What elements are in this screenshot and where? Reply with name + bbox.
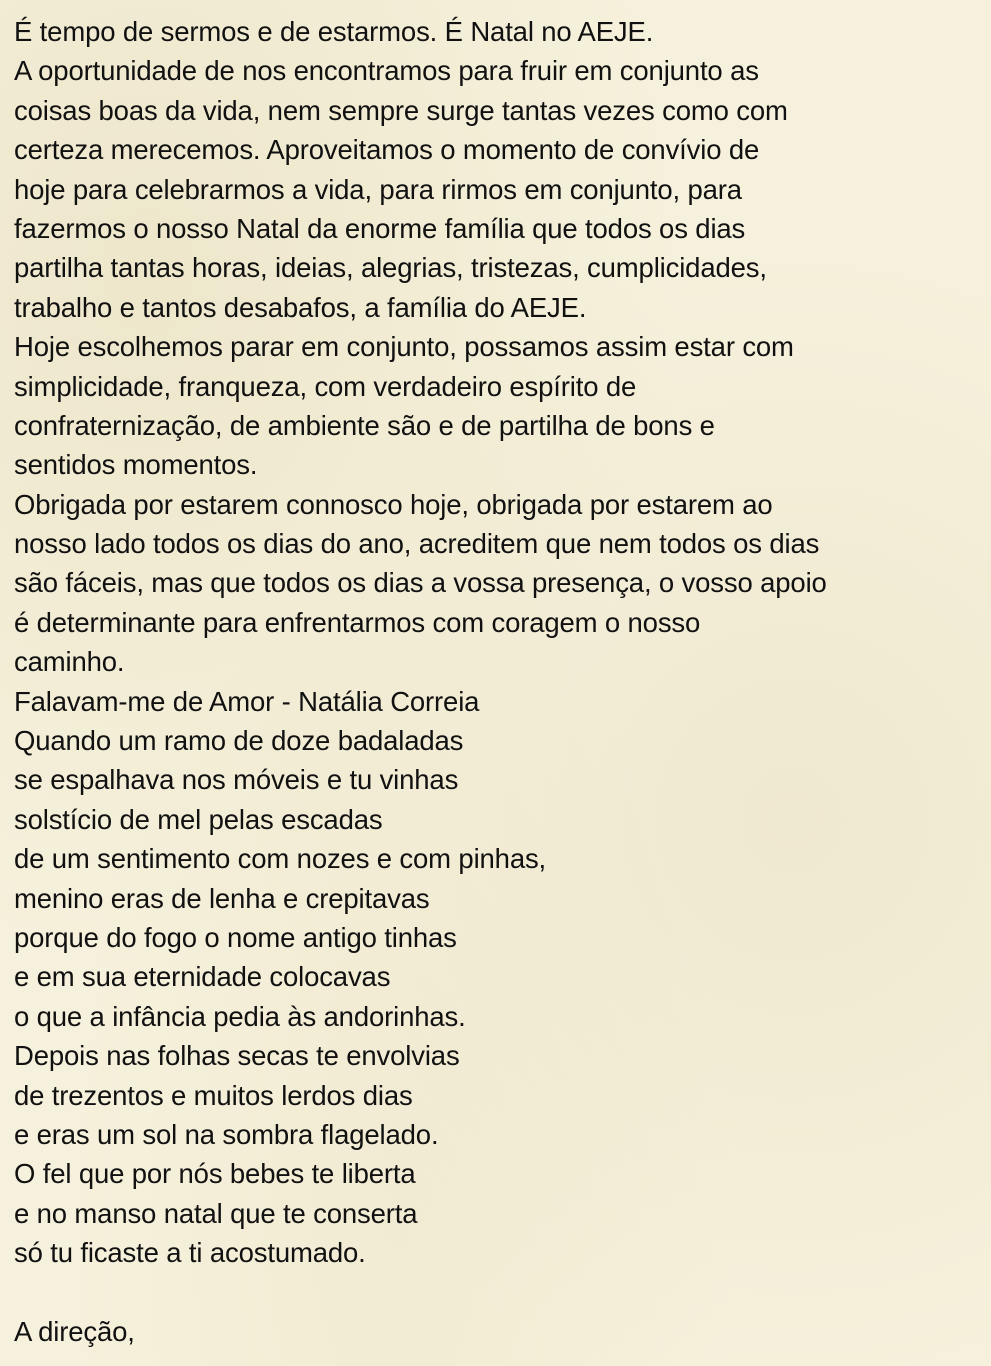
text-line: A oportunidade de nos encontramos para fruir em conjunto as xyxy=(14,55,759,87)
text-line: confraternização, de ambiente são e de partilha de bons e xyxy=(14,409,715,441)
text-line: é determinante para enfrentarmos com coragem o nosso xyxy=(14,606,701,638)
poem-title: Falavam-me de Amor - Natália Correia xyxy=(14,685,480,717)
text-line: É tempo de sermos e de estarmos. É Natal no AEJE. xyxy=(14,16,654,47)
poem-line: se espalhava nos móveis e tu vinhas xyxy=(14,764,459,796)
paragraph-opportunity xyxy=(14,51,984,327)
text-line: Obrigada por estarem connosco hoje, obrigada por estarem ao xyxy=(14,488,773,520)
signature: A direção, xyxy=(14,1315,135,1347)
paragraph-today xyxy=(14,327,984,485)
poem-line: e em sua eternidade colocavas xyxy=(14,961,391,993)
text-line: trabalho e tantos desabafos, a família do AEJE. xyxy=(14,291,587,323)
poem-line: e no manso natal que te conserta xyxy=(14,1197,418,1229)
paragraph-opening xyxy=(14,12,984,51)
poem-line: Depois nas folhas secas te envolvias xyxy=(14,1040,460,1072)
poem xyxy=(14,682,984,1273)
poem-line: de um sentimento com nozes e com pinhas, xyxy=(14,843,547,875)
text-line: partilha tantas horas, ideias, alegrias, tristezas, cumplicidades, xyxy=(14,252,767,284)
text-line: sentidos momentos. xyxy=(14,449,258,481)
letter-body xyxy=(14,12,984,1351)
paragraph-thanks xyxy=(14,485,984,682)
text-line: certeza merecemos. Aproveitamos o momento de convívio de xyxy=(14,134,760,166)
text-line: são fáceis, mas que todos os dias a vossa presença, o vosso apoio xyxy=(14,567,827,599)
poem-line: menino eras de lenha e crepitavas xyxy=(14,882,430,914)
poem-line: e eras um sol na sombra flagelado. xyxy=(14,1118,439,1150)
text-line: nosso lado todos os dias do ano, acreditem que nem todos os dias xyxy=(14,528,820,560)
text-line: fazermos o nosso Natal da enorme família que todos os dias xyxy=(14,212,746,244)
poem-line: só tu ficaste a ti acostumado. xyxy=(14,1237,366,1269)
poem-line: Quando um ramo de doze badaladas xyxy=(14,725,464,757)
spacer xyxy=(14,1273,984,1312)
poem-line: de trezentos e muitos lerdos dias xyxy=(14,1079,413,1111)
text-line: hoje para celebrarmos a vida, para rirmos em conjunto, para xyxy=(14,173,742,205)
text-line: coisas boas da vida, nem sempre surge tantas vezes como com xyxy=(14,94,788,126)
poem-line: solstício de mel pelas escadas xyxy=(14,803,383,835)
text-line: caminho. xyxy=(14,646,125,678)
poem-line: porque do fogo o nome antigo tinhas xyxy=(14,921,457,953)
poem-line: O fel que por nós bebes te liberta xyxy=(14,1158,416,1190)
text-line: simplicidade, franqueza, com verdadeiro espírito de xyxy=(14,370,637,402)
poem-line: o que a infância pedia às andorinhas. xyxy=(14,1000,466,1032)
text-line: Hoje escolhemos parar em conjunto, possamos assim estar com xyxy=(14,331,794,363)
